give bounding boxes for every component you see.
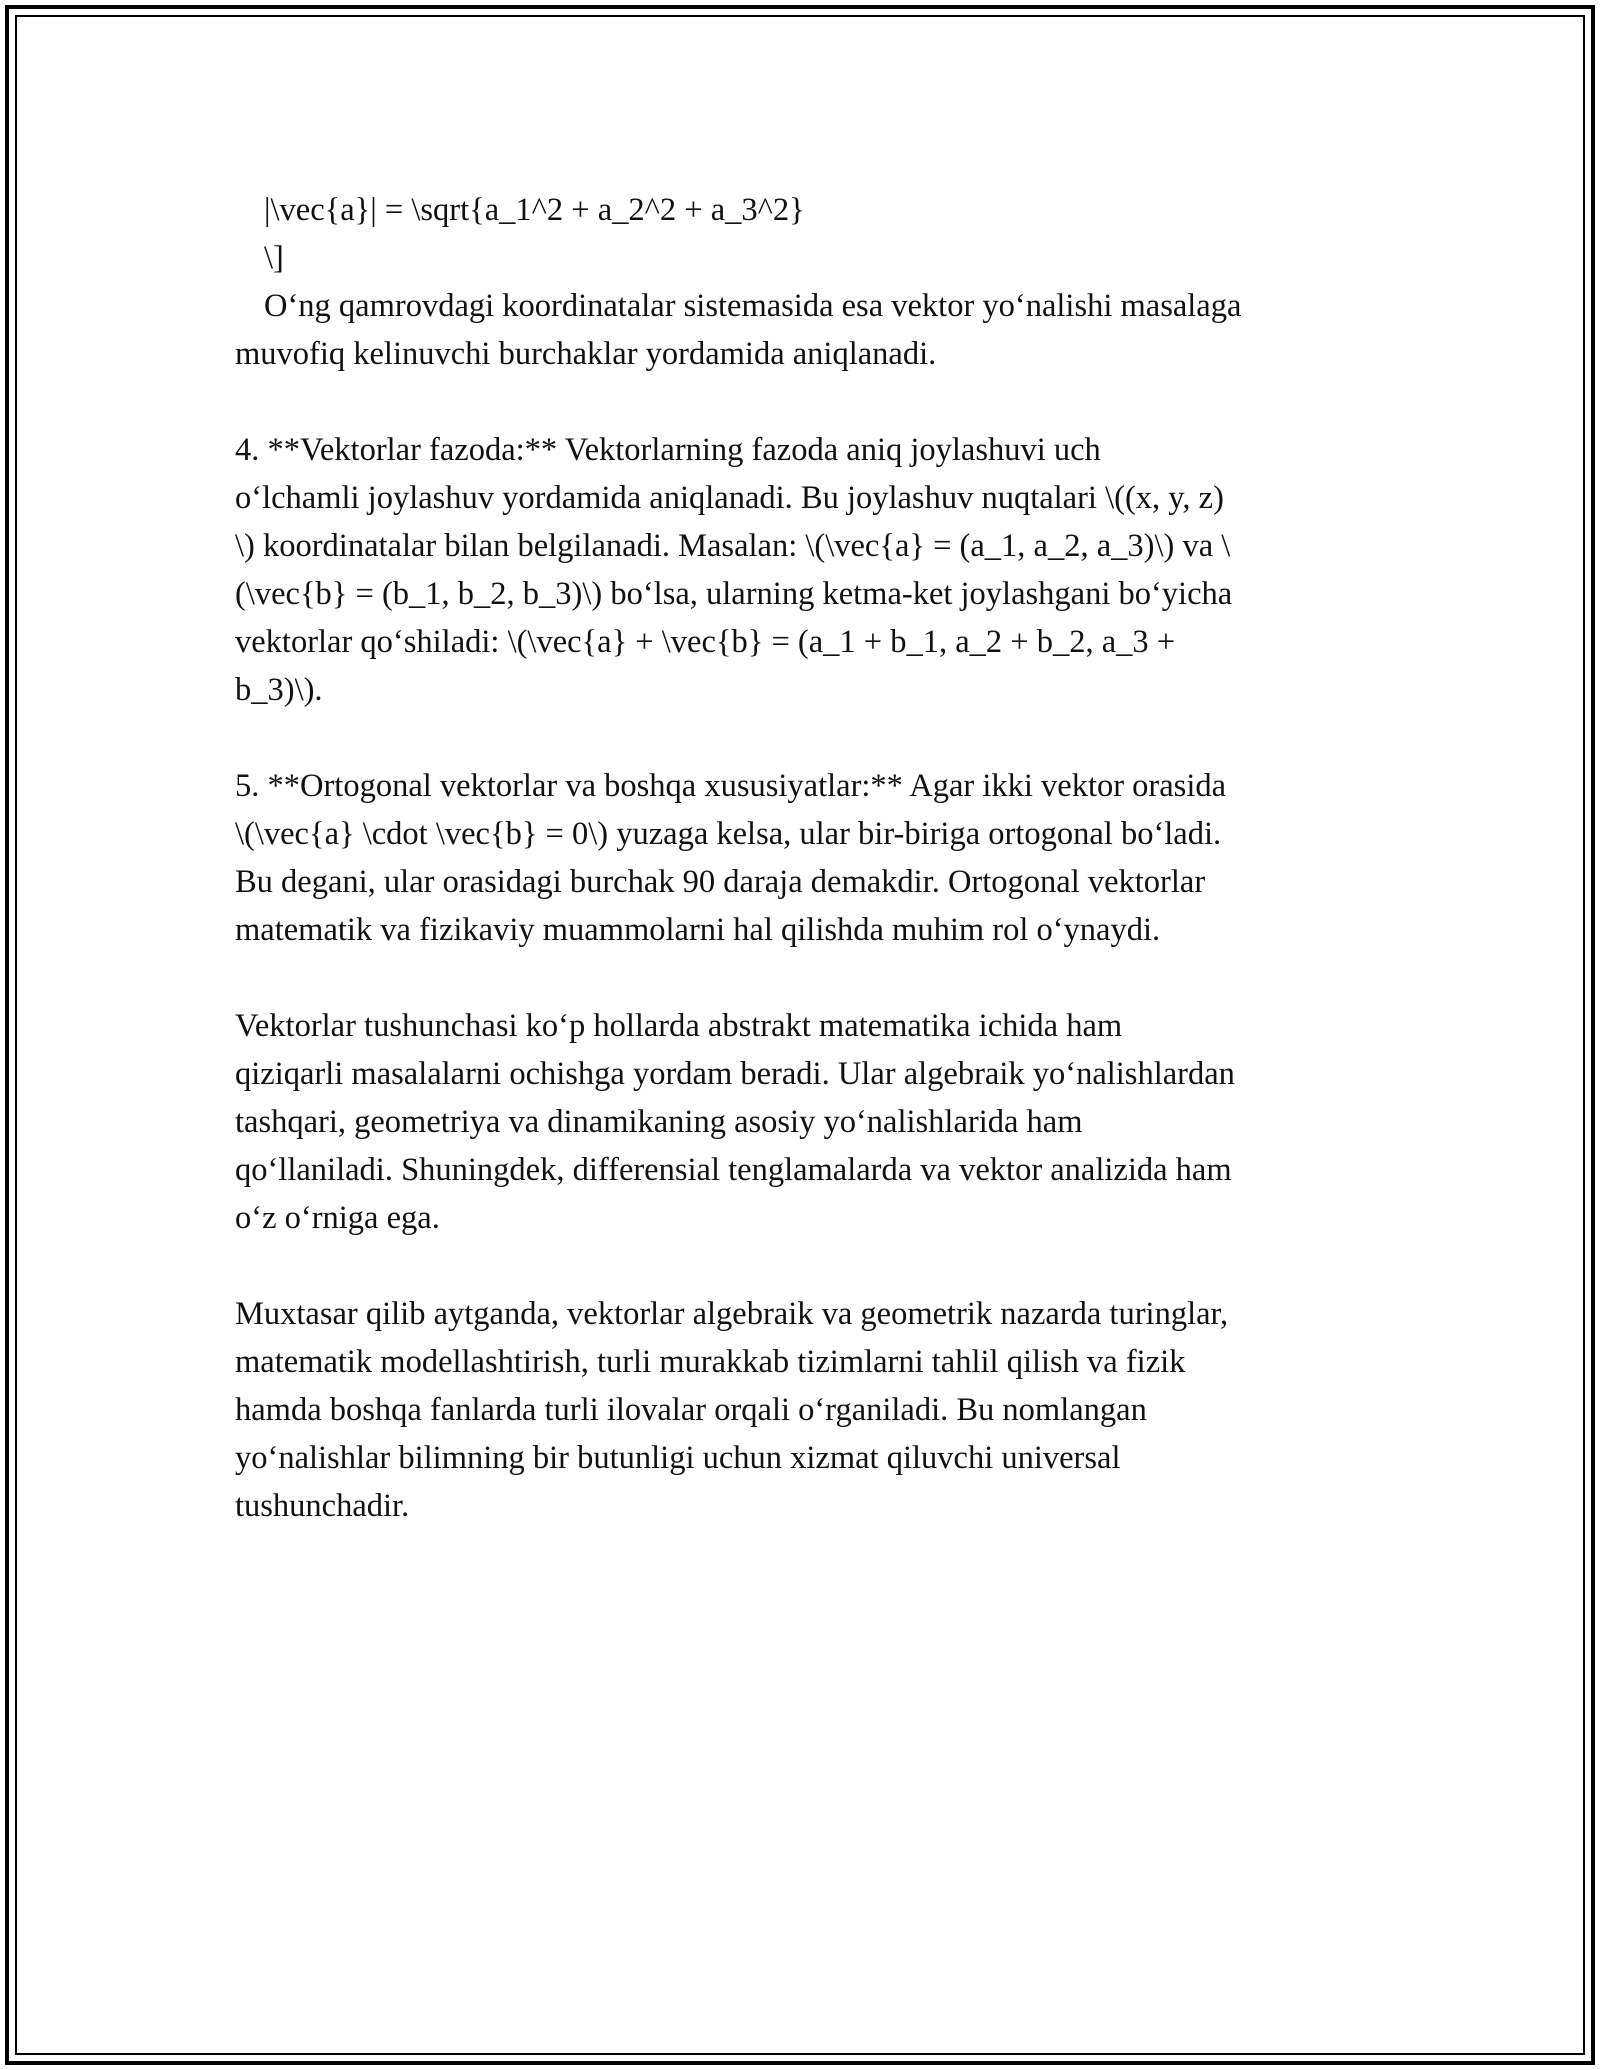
text-line: b_3)\). (235, 672, 323, 708)
text-line: 5. **Ortogonal vektorlar va boshqa xususiyatlar:** Agar ikki vektor orasida (235, 768, 1227, 804)
text-line: (\vec{b} = (b_1, b_2, b_3)\) bo‘lsa, ularning ketma-ket joylashgani bo‘yicha (235, 576, 1233, 612)
text-line: matematik modellashtirish, turli murakkab tizimlarni tahlil qilish va fizik (235, 1344, 1186, 1380)
text-line: qo‘llaniladi. Shuningdek, differensial tenglamalarda va vektor analizida ham (235, 1152, 1232, 1188)
text-line: vektorlar qo‘shiladi: \(\vec{a} + \vec{b} = (a_1 + b_1, a_2 + b_2, a_3 + (235, 624, 1176, 660)
formula-line: |\vec{a}| = \sqrt{a_1^2 + a_2^2 + a_3^2} (264, 192, 805, 228)
paragraph-spacer (235, 1242, 1385, 1290)
text-line: tushunchadir. (235, 1488, 410, 1524)
text-line: o‘z o‘rniga ega. (235, 1200, 440, 1236)
paragraph-orientation (235, 282, 1385, 378)
formula-close-line: \] (264, 240, 284, 276)
paragraph-spacer (235, 714, 1385, 762)
text-line: Bu degani, ular orasidagi burchak 90 daraja demakdir. Ortogonal vektorlar (235, 864, 1206, 900)
text-line: muvofiq kelinuvchi burchaklar yordamida aniqlanadi. (235, 336, 937, 372)
paragraph-spacer (235, 378, 1385, 426)
list-item-5 (235, 762, 1385, 954)
text-line: \(\vec{a} \cdot \vec{b} = 0\) yuzaga kelsa, ular bir-biriga ortogonal bo‘ladi. (235, 816, 1222, 852)
text-line: qiziqarli masalalarni ochishga yordam beradi. Ular algebraik yo‘nalishlardan (235, 1056, 1235, 1092)
text-line: hamda boshqa fanlarda turli ilovalar orqali o‘rganiladi. Bu nomlangan (235, 1392, 1147, 1428)
text-line: O‘ng qamrovdagi koordinatalar sistemasida esa vektor yo‘nalishi masalaga (264, 288, 1242, 324)
list-item-4 (235, 426, 1385, 714)
paragraph-concept (235, 1002, 1385, 1242)
text-line: \) koordinatalar bilan belgilanadi. Masalan: \(\vec{a} = (a_1, a_2, a_3)\) va \ (235, 528, 1231, 564)
formula-block (235, 186, 1385, 282)
document-body (235, 186, 1385, 1530)
text-line: tashqari, geometriya va dinamikaning asosiy yo‘nalishlarida ham (235, 1104, 1083, 1140)
paragraph-summary (235, 1290, 1385, 1530)
text-line: Vektorlar tushunchasi ko‘p hollarda abstrakt matematika ichida ham (235, 1008, 1123, 1044)
text-line: o‘lchamli joylashuv yordamida aniqlanadi. Bu joylashuv nuqtalari \((x, y, z) (235, 480, 1224, 516)
text-line: yo‘nalishlar bilimning bir butunligi uchun xizmat qiluvchi universal (235, 1440, 1121, 1476)
text-line: matematik va fizikaviy muammolarni hal qilishda muhim rol o‘ynaydi. (235, 912, 1161, 948)
text-line: Muxtasar qilib aytganda, vektorlar algebraik va geometrik nazarda turinglar, (235, 1296, 1229, 1332)
paragraph-spacer (235, 954, 1385, 1002)
text-line: 4. **Vektorlar fazoda:** Vektorlarning fazoda aniq joylashuvi uch (235, 432, 1101, 468)
